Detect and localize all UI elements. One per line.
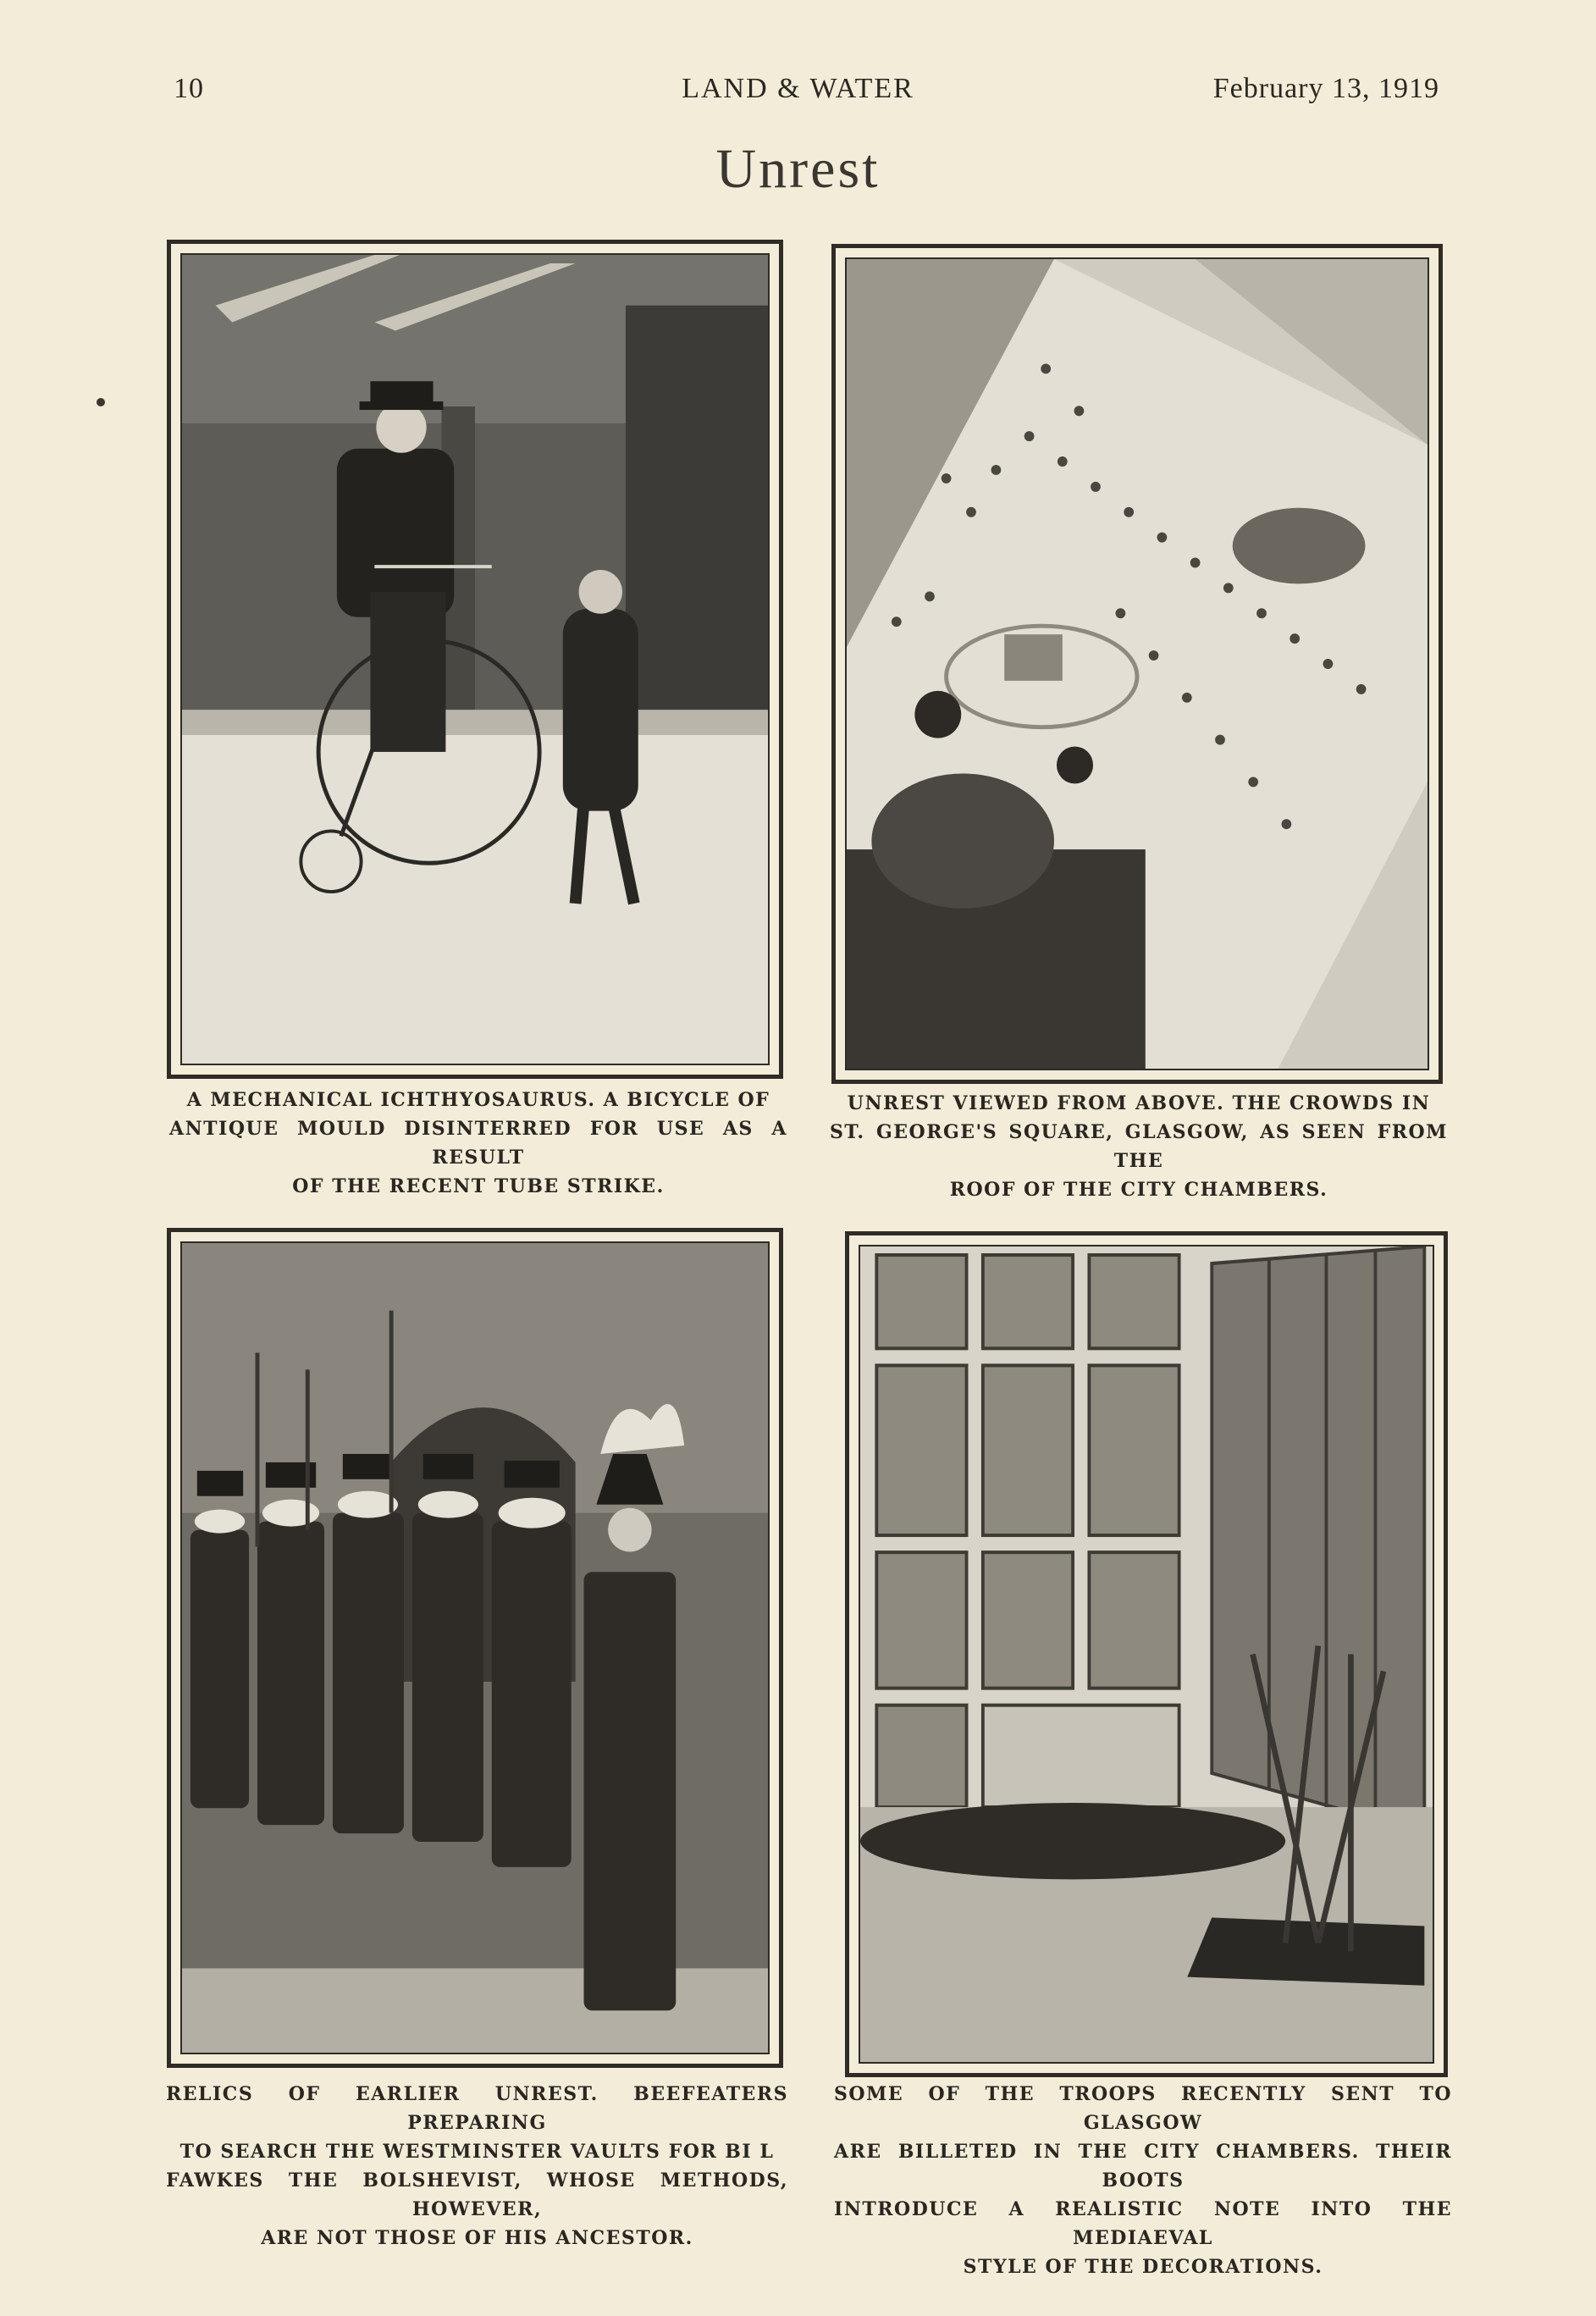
caption-line: ANTIQUE MOULD DISINTERRED FOR USE AS A RESULT bbox=[169, 1118, 787, 1169]
page-number: 10 bbox=[174, 73, 204, 104]
caption-line: ROOF OF THE CITY CHAMBERS. bbox=[949, 1179, 1328, 1201]
caption-line: ST. GEORGE'S SQUARE, GLASGOW, AS SEEN FROM THE bbox=[830, 1121, 1448, 1172]
publication-name: LAND & WATER bbox=[682, 73, 914, 104]
caption-line: TO SEARCH THE WESTMINSTER VAULTS FOR BI L bbox=[179, 2141, 775, 2163]
caption-line: A MECHANICAL ICHTHYOSAURUS. A BICYCLE OF bbox=[186, 1089, 770, 1111]
caption-line: SOME OF THE TROOPS RECENTLY SENT TO GLASGOW bbox=[834, 2083, 1452, 2134]
penny-farthing-illustration bbox=[182, 255, 768, 1064]
photo-crowds-glasgow bbox=[831, 244, 1443, 1084]
page-title: Unrest bbox=[715, 138, 881, 200]
caption-crowds-glasgow bbox=[830, 1089, 1448, 1204]
caption-penny-farthing bbox=[169, 1086, 787, 1201]
square-aerial-illustration bbox=[847, 259, 1428, 1069]
caption-line: OF THE RECENT TUBE STRIKE. bbox=[292, 1175, 665, 1197]
photo-penny-farthing bbox=[167, 240, 783, 1079]
beefeaters-illustration bbox=[182, 1243, 768, 2053]
stained-glass-room-illustration bbox=[860, 1246, 1433, 2062]
caption-line: ARE NOT THOSE OF HIS ANCESTOR. bbox=[261, 2227, 693, 2249]
caption-line: INTRODUCE A REALISTIC NOTE INTO THE MEDIAEVAL bbox=[834, 2198, 1452, 2249]
caption-line: RELICS OF EARLIER UNREST. BEEFEATERS PREPARING bbox=[166, 2083, 788, 2134]
caption-troops-city-chambers bbox=[834, 2080, 1452, 2281]
issue-date: February 13, 1919 bbox=[1212, 73, 1439, 104]
caption-line: FAWKES THE BOLSHEVIST, WHOSE METHODS, HOWEVER, bbox=[166, 2170, 788, 2220]
caption-line: STYLE OF THE DECORATIONS. bbox=[963, 2256, 1323, 2278]
photo-beefeaters bbox=[167, 1228, 783, 2068]
caption-line: ARE BILLETED IN THE CITY CHAMBERS. THEIR BOOTS bbox=[834, 2141, 1452, 2192]
caption-beefeaters bbox=[166, 2080, 788, 2252]
ink-speck bbox=[97, 398, 105, 406]
photo-troops-city-chambers bbox=[845, 1231, 1448, 2077]
caption-line: UNREST VIEWED FROM ABOVE. THE CROWDS IN bbox=[847, 1092, 1431, 1114]
